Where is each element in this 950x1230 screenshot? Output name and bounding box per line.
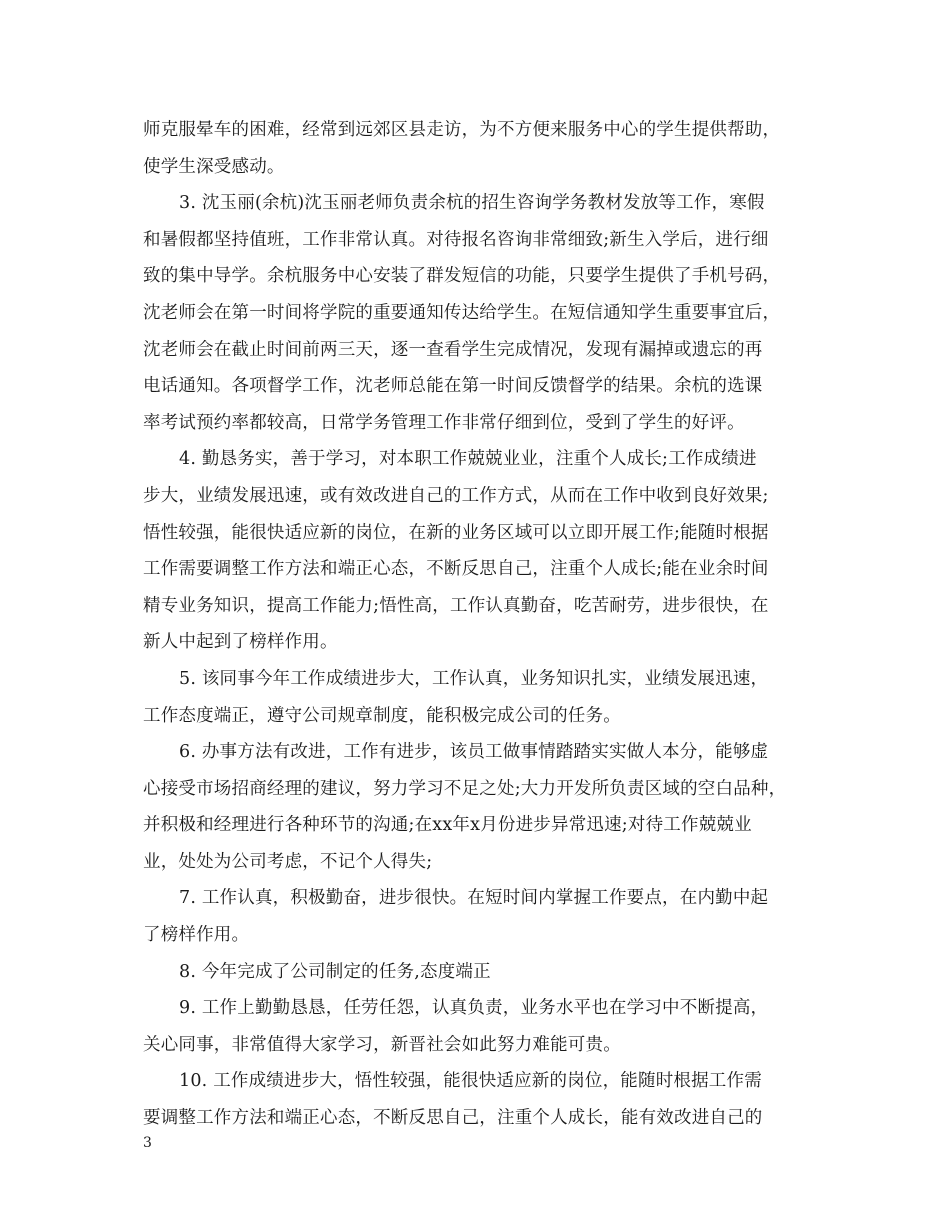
- text-line: 使学生深受感动。: [143, 156, 285, 177]
- text-line: 电话通知。各项督学工作，沈老师总能在第一时间反馈督学的结果。余杭的选课: [143, 376, 763, 397]
- text-line: 业，处处为公司考虑，不记个人得失;: [143, 851, 433, 872]
- text-line-item-5: 5. 该同事今年工作成绩进步大，工作认真，业务知识扎实，业绩发展迅速，: [179, 668, 769, 689]
- text-line: 率考试预约率都较高，日常学务管理工作非常仔细到位，受到了学生的好评。: [143, 412, 745, 433]
- text-line: 悟性较强，能很快适应新的岗位，在新的业务区域可以立即开展工作;能随时根据: [143, 522, 769, 543]
- text-line: 新人中起到了榜样作用。: [143, 632, 338, 653]
- text-line: 步大，业绩发展迅速，或有效改进自己的工作方式，从而在工作中收到良好效果;: [143, 485, 769, 506]
- text-line-item-7: 7. 工作认真，积极勤奋，进步很快。在短时间内掌握工作要点，在内勤中起: [179, 888, 769, 909]
- document-body: [143, 112, 811, 1137]
- text-line-item-4: 4. 勤恳务实，善于学习，对本职工作兢兢业业，注重个人成长;工作成绩进: [179, 449, 757, 470]
- text-line: 沈老师会在截止时间前两三天，逐一查看学生完成情况，发现有漏掉或遗忘的再: [143, 339, 763, 360]
- text-line: 致的集中导学。余杭服务中心安装了群发短信的功能，只要学生提供了手机号码，: [143, 266, 781, 287]
- text-line: 并积极和经理进行各种环节的沟通;在xx年x月份进步异常迅速;对待工作兢兢业: [143, 815, 752, 836]
- text-line-item-3: 3. 沈玉丽(余杭)沈玉丽老师负责余杭的招生咨询学务教材发放等工作，寒假: [179, 193, 765, 214]
- text-line: 心接受市场招商经理的建议，努力学习不足之处;大力开发所负责区域的空白品种，: [143, 778, 787, 799]
- page-number: 3: [143, 1135, 152, 1151]
- text-line: 关心同事，非常值得大家学习，新晋社会如此努力难能可贵。: [143, 1034, 621, 1055]
- text-line: 沈老师会在第一时间将学院的重要通知传达给学生。在短信通知学生重要事宜后，: [143, 302, 781, 323]
- text-line-item-6: 6. 办事方法有改进，工作有进步，该员工做事情踏踏实实做人本分，能够虚: [179, 742, 769, 763]
- text-line: 和暑假都坚持值班，工作非常认真。对待报名咨询非常细致;新生入学后，进行细: [143, 229, 769, 250]
- text-line: 工作需要调整工作方法和端正心态，不断反思自己，注重个人成长;能在业余时间: [143, 559, 769, 580]
- text-line: 要调整工作方法和端正心态，不断反思自己，注重个人成长，能有效改进自己的: [143, 1108, 763, 1129]
- text-line-item-10: 10. 工作成绩进步大，悟性较强，能很快适应新的岗位，能随时根据工作需: [179, 1071, 762, 1092]
- text-line: 工作态度端正，遵守公司规章制度，能积极完成公司的任务。: [143, 705, 621, 726]
- text-line-item-9: 9. 工作上勤勤恳恳，任劳任怨，认真负责，业务水平也在学习中不断提高，: [179, 998, 769, 1019]
- text-line: 精专业务知识，提高工作能力;悟性高，工作认真勤奋，吃苦耐劳，进步很快，在: [143, 595, 769, 616]
- text-line: 了榜样作用。: [143, 925, 250, 946]
- text-line-item-8: 8. 今年完成了公司制定的任务,态度端正: [179, 961, 491, 982]
- text-line: 师克服晕车的困难，经常到远郊区县走访，为不方便来服务中心的学生提供帮助，: [143, 120, 781, 140]
